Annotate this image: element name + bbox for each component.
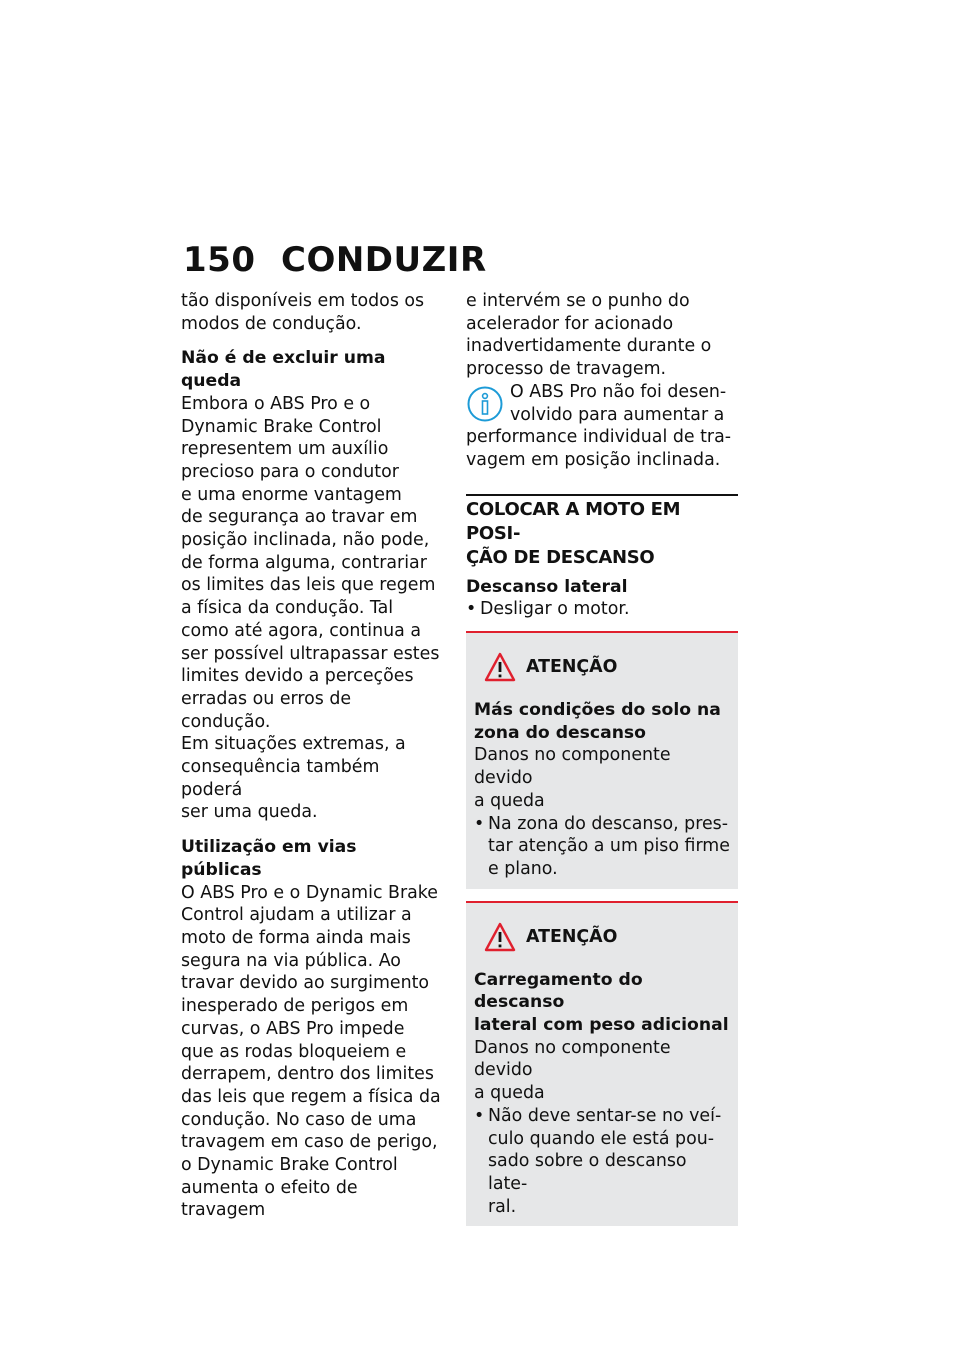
text-line: e uma enorme vantagem: [181, 484, 402, 505]
left-column: [181, 290, 443, 1222]
text-line: segura na via pública. Ao: [181, 950, 401, 971]
text-line: como até agora, continua a: [181, 620, 421, 641]
text-line: ser possível ultrapassar estes: [181, 643, 440, 664]
text-line: Na zona do descanso, pres-: [488, 813, 729, 834]
page-number: 150: [183, 240, 256, 280]
warning-box: [466, 901, 738, 1227]
text-line: Dynamic Brake Control: [181, 416, 382, 437]
text-line: representem um auxílio: [181, 439, 389, 460]
text-line: Em situações extremas, a: [181, 734, 406, 755]
warning-bullet: [474, 1105, 730, 1219]
text-line: limites devido a perceções: [181, 666, 414, 687]
warning-body: [474, 1037, 730, 1105]
warning-title: [474, 699, 730, 744]
info-icon: [466, 385, 504, 423]
text-line: curvas, o ABS Pro impede: [181, 1018, 405, 1039]
info-note: [466, 381, 738, 472]
text-line: moto de forma ainda mais: [181, 927, 411, 948]
intro-paragraph: [181, 290, 443, 335]
text-line: Não deve sentar-se no veí-: [488, 1105, 722, 1126]
text-line: e intervém se o punho do: [466, 291, 690, 311]
text-line: culo quando ele está pou-: [488, 1128, 715, 1149]
text-line: precioso para o condutor: [181, 461, 399, 482]
text-line: Danos no componente devido: [474, 745, 671, 789]
text-line: erradas ou erros de condução.: [181, 688, 352, 732]
chapter-title: CONDUZIR: [281, 240, 487, 280]
warning-triangle-icon: [484, 652, 516, 682]
text-line: a física da condução. Tal: [181, 598, 394, 619]
text-line: de forma alguma, contrariar: [181, 552, 427, 573]
warning-box: [466, 631, 738, 889]
text-line: ser uma queda.: [181, 802, 318, 823]
text-line: volvido para aumentar a: [510, 404, 725, 425]
text-line: inadvertidamente durante o: [466, 336, 712, 357]
paragraph-public-roads: [181, 882, 443, 1223]
warning-triangle-icon: [484, 922, 516, 952]
text-line: condução. No caso de uma: [181, 1109, 417, 1130]
text-line: os limites das leis que regem: [181, 575, 436, 596]
text-line: posição inclinada, não pode,: [181, 530, 430, 551]
text-line: Danos no componente devido: [474, 1037, 671, 1081]
warning-label: ATENÇÃO: [526, 657, 618, 678]
step-text: Desligar o motor.: [480, 599, 630, 620]
text-line: aumenta o efeito de travagem: [181, 1177, 358, 1221]
text-line: Control ajudam a utilizar a: [181, 905, 412, 926]
text-line: vagem em posição inclinada.: [466, 449, 721, 470]
continuation-paragraph: [466, 290, 738, 381]
title-line: ÇÃO DE DESCANSO: [466, 546, 655, 568]
warning-label: ATENÇÃO: [526, 926, 618, 947]
right-column: [466, 290, 738, 1226]
text-line: zona do descanso: [474, 722, 646, 743]
section-title: [466, 494, 738, 570]
page-header: [183, 240, 487, 280]
warning-bullet: [474, 813, 730, 881]
text-line: Carregamento do descanso: [474, 969, 643, 1013]
text-line: das leis que regem a física da: [181, 1086, 441, 1107]
text-line: a queda: [474, 790, 545, 811]
paragraph-falls: [181, 393, 443, 824]
bullet-dot: •: [474, 1105, 485, 1126]
title-line: COLOCAR A MOTO EM POSI-: [466, 498, 681, 544]
text-line: sado sobre o descanso late-: [488, 1151, 687, 1194]
text-line: modos de condução.: [181, 313, 362, 334]
sub-heading: Descanso lateral: [466, 576, 628, 597]
warning-body: [474, 744, 730, 812]
text-line: o Dynamic Brake Control: [181, 1155, 398, 1176]
text-line: travagem em caso de perigo,: [181, 1132, 438, 1153]
warning-title: [474, 969, 730, 1037]
text-line: e plano.: [488, 858, 558, 879]
warning-header: [474, 647, 730, 687]
text-line: que as rodas bloqueiem e: [181, 1041, 407, 1062]
text-line: travar devido ao surgimento: [181, 973, 430, 994]
text-line: acelerador for acionado: [466, 313, 674, 334]
text-line: lateral com peso adicional: [474, 1015, 729, 1036]
text-line: processo de travagem.: [466, 359, 667, 380]
section-heading: Utilização em vias públicas: [181, 837, 357, 880]
bullet-dot: •: [474, 813, 485, 834]
step-item: [466, 598, 738, 621]
text-line: performance individual de tra-: [466, 427, 731, 448]
text-line: O ABS Pro não foi desen-: [510, 381, 727, 402]
text-line: O ABS Pro e o Dynamic Brake: [181, 882, 438, 903]
text-line: Embora o ABS Pro e o: [181, 393, 371, 414]
text-line: inesperado de perigos em: [181, 996, 409, 1017]
section-heading: Não é de excluir uma queda: [181, 348, 386, 392]
text-line: consequência também poderá: [181, 757, 380, 800]
text-line: ral.: [488, 1196, 517, 1217]
bullet-dot: •: [466, 599, 477, 620]
text-line: derrapem, dentro dos limites: [181, 1064, 434, 1085]
text-line: de segurança ao travar em: [181, 507, 418, 528]
text-line: Más condições do solo na: [474, 700, 721, 721]
text-line: a queda: [474, 1083, 545, 1104]
warning-header: [474, 917, 730, 957]
text-line: tar atenção a um piso firme: [488, 836, 730, 857]
text-line: tão disponíveis em todos os: [181, 291, 425, 311]
